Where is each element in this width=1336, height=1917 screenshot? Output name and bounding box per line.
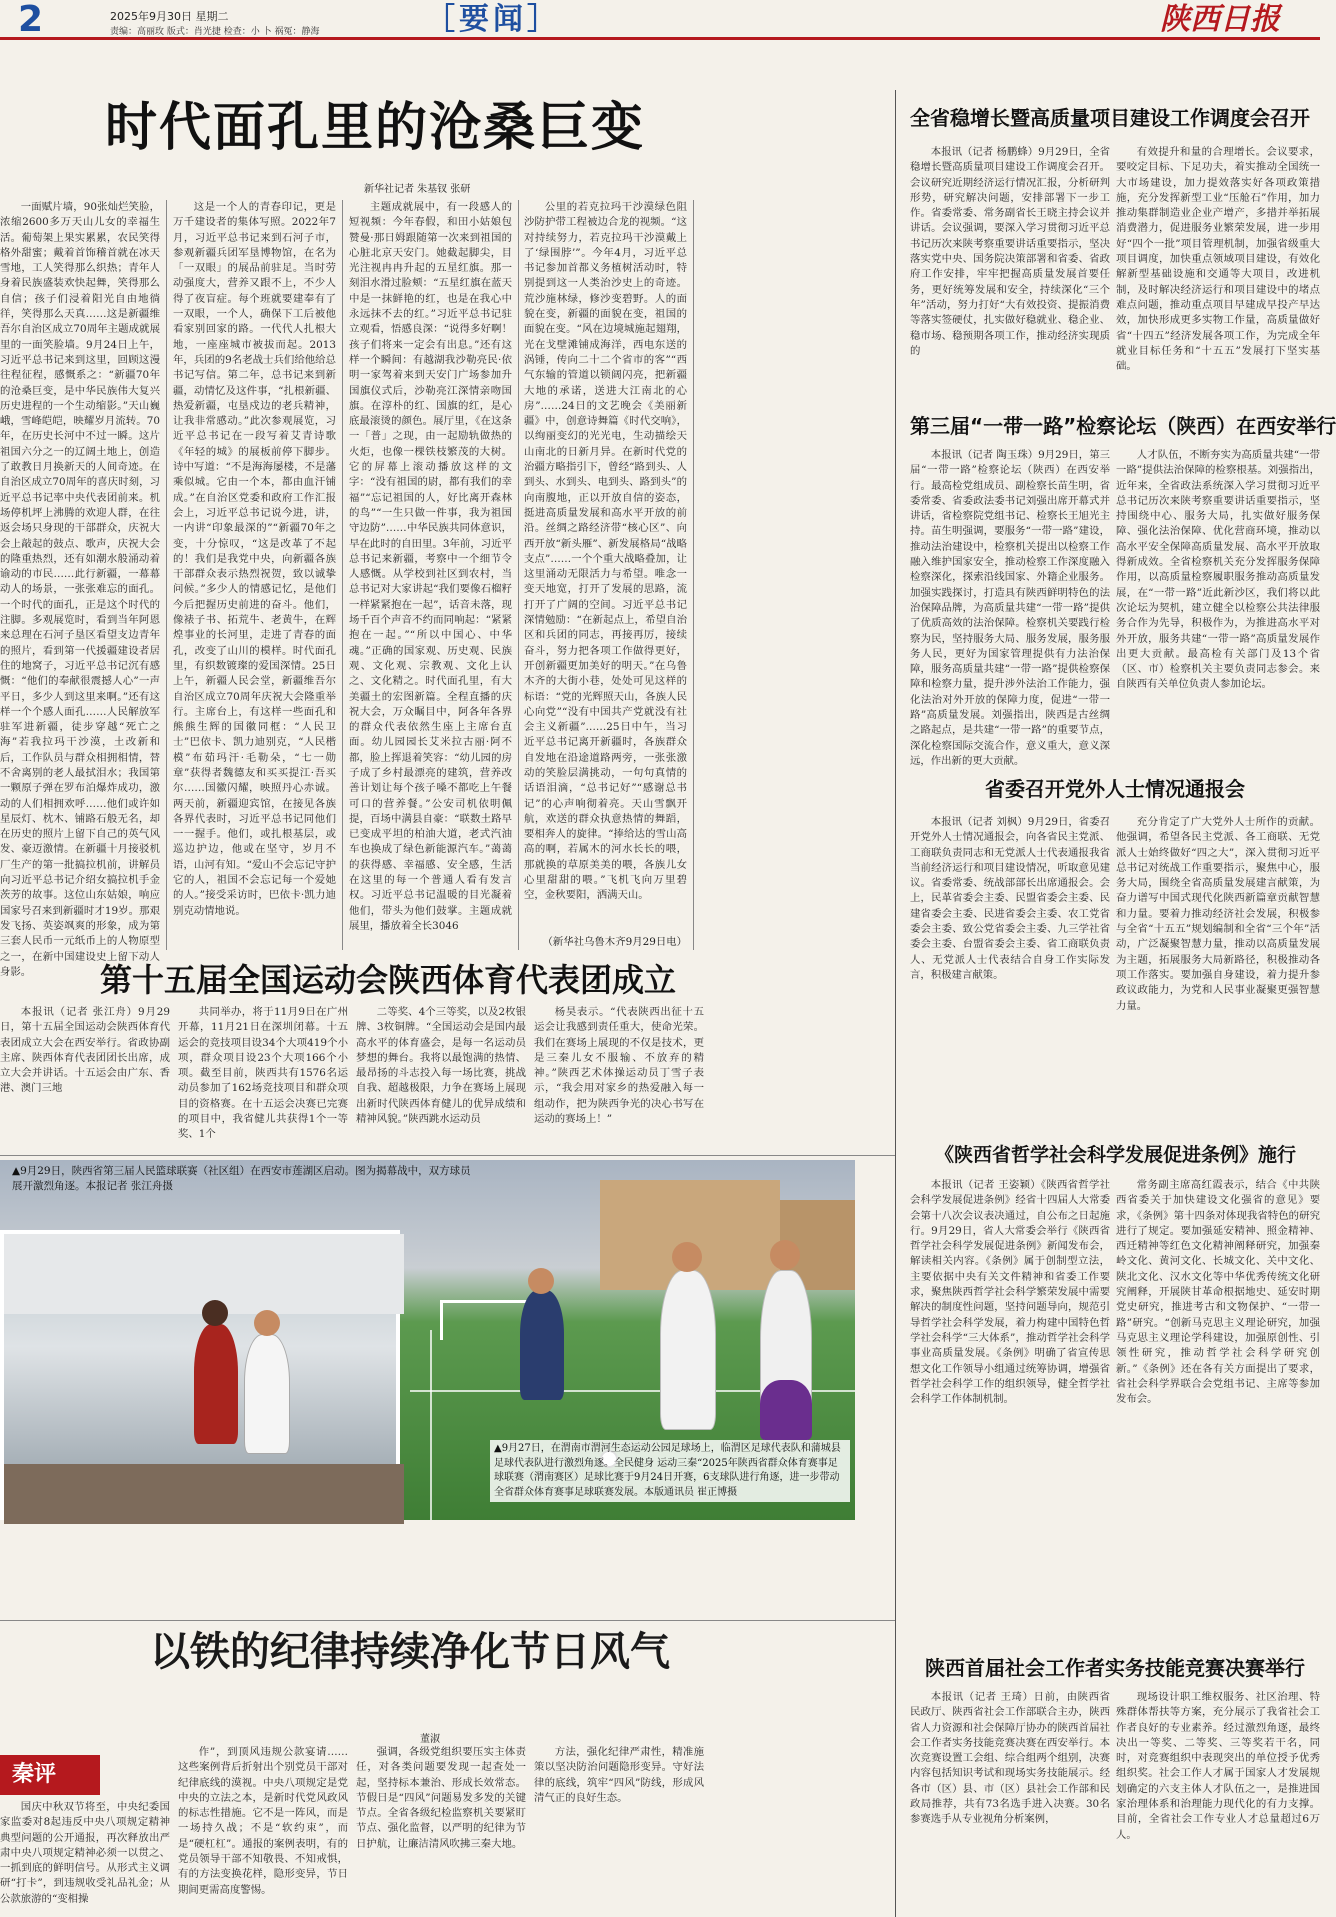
story2-column-1	[910, 448, 1110, 767]
main-headline: 时代面孔里的沧桑巨变	[105, 98, 646, 158]
story1-col2-text: 有效提升和量的合理增长。会议要求，要咬定目标、下足功夫，着实推动全国统一大市场建设，加力提效落实好各项政策措施，充分发挥新型工业“压舱石”作用，加力推动集群制造业企业产增产，多措并举拓展消费潜力，促进服务业繁荣发展，进一步用好“四个一批”项目管理机制，加强省级重大项目调度，加快重点领域项目建设，有效化解新型基础设施和交通等大项目，改进机制，及时解决经济运行和项目建设中的堵点难点问题，推动重点项目早建成早投产早达效，加快形成更多实物工作量，高质量做好省“十四五”经济发展各项工作，为完成全年就业目标任务和“十五五”发展打下坚实基础。	[1116, 146, 1320, 373]
sports-column-4	[534, 1005, 704, 1153]
commentary-column-3	[356, 1745, 526, 1917]
story2-headline: 第三届“一带一路”检察论坛（陕西）在西安举行	[910, 414, 1336, 438]
section-title: ［要闻］	[425, 2, 561, 37]
sports-column-2	[178, 1005, 348, 1153]
commentary-column-2	[178, 1745, 348, 1917]
story2-column-2	[1116, 448, 1320, 738]
player-shorts	[760, 1380, 812, 1440]
player-white-kit	[660, 1270, 716, 1430]
editor-credits: 责编：高丽玫 版式：肖光捷 检查：小 卜 祸冤：静海	[110, 27, 320, 37]
player-head	[202, 1300, 228, 1326]
player-head	[528, 1268, 554, 1294]
sports-col3-text: 二等奖、4个三等奖，以及2枚银牌、3枚铜牌。“全国运动会是国内最高水平的体育盛会，是每一名运动员梦想的舞台。我将以最饱满的热情、最昂扬的斗志投入每一场比赛，挑战自我、超越极限，力争在赛场上展现出新时代陕西体育健儿的优异成绩和精神风貌。”陕西跳水运动员	[356, 1006, 526, 1126]
story4-headline: 《陕西省哲学社会科学发展促进条例》施行	[935, 1144, 1297, 1166]
field-line	[430, 1330, 432, 1520]
main-col1-text: 一面赋片墙，90张灿烂笑脸，浓缩2600多万天山儿女的幸福生活。葡萄架上果实累累，农民笑得格外甜蜜；戴着首饰稽首就在冰天雪地，工人笑得那么织热；青年人身着民族盛装欢快起舞，笑得那么自信；孩子们浸着阳光自由地徜徉，笑得那么天真……这是新疆维吾尔自治区成立70周年主题成就展里的一面笑脸墙。9月24日上午，习近平总书记来到这里，回顾这漫往程征程，感慨系之：“新疆70年的沧桑巨变，是中华民族伟大复兴历史进程的一个生动缩影。”天山巍峨，雪峰皑皑，映耀岁月流转。70年，在历史长河中不过一瞬。这片祖国六分之一的辽阔土地上，创造了敢教日月换新天的人间奇迹。在自治区成立70周年的喜庆时刻，习近平总书记率中央代表团前来。机场停机坪上沸腾的欢迎人群，在往返会场只身现的干部群众，庆祝大会上敲起的鼓点、歌声，庆祝大会的隆重热烈，还有如潮水般涌动着谕动的市民……此行新疆，一幕幕动人的场景，一张张难忘的面孔。一个时代的面孔，正是这个时代的注脚。多观展览时，看到当年阿恩来总理在石河子垦区看望支边青年的照片，看到第一代援疆建设者居住的地窝子，习近平总书记沉有感慨：“他们的奉献很震撼人心”一声平日，多少人到这里来啊。”还有这样一个个感人面孔……人民解放军驻军进新疆，徒步穿越“死亡之海”若我拉玛干沙漠，土改新和后，工作队员与群众相拥相情，替不舍离别的老人最拭泪水；我国第一颗原子弹在罗布泊爆炸成功，激动的人们相拥欢呼……他们或许如星辰灯、枕木、铺路石般无名，却在历史的照片上留下自己的英气风发、豪迈激情。在新疆十月接驳机厂生产的第一批搞拉机前，讲解员向习近平总书记介绍女搞拉机手金茨芳的故事。这位山东姑娘，响应国家号召来到新疆时才19岁。那艰发飞扬、英姿飒爽的形象，成为第三套人民币一元纸币上的人物原型之一，在新中国建设史上留下动人身影。	[0, 201, 160, 978]
sports-col1-text: 本报讯（记者 张江舟）9月29日，第十五届全国运动会陕西体育代表团成立大会在西安举行。省政协副主席、陕西体育代表团团长出席，成立大会并讲话。十五运会由广东、香港、澳门三地	[0, 1006, 170, 1095]
story2-col2-text: 人才队伍，不断夯实为高质量共建“一带一路”提供法治保障的检察根基。刘强指出，近年来，全省政法系统深入学习贯彻习近平总书记历次来陕考察重要讲话重要指示，坚持围绕中心、服务大局，扎实做好服务保障、强化法治保障、优化营商环境，推动以高水平安全保障高质量发展、高水平开放取得新成效。全省检察机关充分发挥服务保障作用，以高质量检察履职服务推动高质量发展，在“一带一路”近此新沙区，我们将以此次论坛为契机，建立健全以检察公共法律服务合作为先导，积极作为，为推进高水平对外开放，服务共建“一带一路”高质量发展作出更大贡献。最高检有关部门及13个省（区、市）检察机关主要负责同志参会。来自陕西有关单位负责人参加论坛。	[1116, 449, 1320, 691]
horizontal-divider	[0, 1155, 895, 1156]
sports-column-1	[0, 1005, 170, 1153]
main-col3-text: 主题成就展中，有一段感人的短视频：今年春假，和田小姑娘包赞曼·那日姆跟随第一次来到祖国的心脏北京天安门。她截起脚尖，目光注视冉冉升起的五星红旗。那一刻泪水滑过脸颊：“五星红旗在蓝天中是一抹鲜艳的红，也是在我心中永远抹不去的红。”习近平总书记驻立观看，悟感良深：“说得多好啊！孩子们将来一定会有出息。”还有这样一个瞬间：有越湖我沙勒亮民·依明一家驾着来到天安门广场参加升国旗仪式后，沙勒亮江深情亲吻国旗。在淳朴的红、国旗的红，是心底最滚烫的颜色。展厅里，《在这条一「普」之现，由一起励轨做热的火炬，也像一棵铁枝繁茂的大树。它的屏幕上滚动播放这样的文字：“没有祖国的尉，都有我们的幸福”“忘记祖国的人，好比离开森林的鸟”“一生只做一件事，我为祖国守边防”……中华民族共同体意识，早在此时的自田里。3年前，习近平总书记来新疆，考察中一个细节令人感慨。从学校到社区到农村，当总书记对大家讲起“我们要像石榴籽一样紧紧抱在一起”，话音未落，现场千百个声音不约而同响起：“紧紧抱在一起。”“所以中国心、中华魂。”正确的国家观、历史观、民族观、文化观、宗教观、文化上认之、文化精之。时代面孔里，有大美疆土的宏图新篇。全程直播的庆祝大会，万众瞩目中，阿各年各界的群众代表依然生座上主席台直面。幼儿园园长艾米拉古丽·阿不都，脸上挥退着笑容：“幼儿园的房子成了乡村最漂亮的建筑，营养改善计划让每个孩子嗓不都吃上午餐可口的营养餐。”公安司机依明佩提，百场中满县自豪：“联数土路早已变成平坦的柏油大道，老式汽油车也换成了绿色新能源汽车。”蔼蔼的获得感、幸福感、安全感，生活在这里的每一个普通人看有发言权。习近平总书记温暖的目光凝着他们，带头为他们鼓掌。主题成就展里，播放着全长3046	[349, 201, 512, 932]
story1-headline: 全省稳增长暨高质量项目建设工作调度会召开	[910, 106, 1310, 130]
story3-col1-text: 本报讯（记者 刘枫）9月29日，省委召开党外人士情况通报会，向各省民主党派、工商联负责同志和无党派人士代表通报我省当前经济运行和项目建设情况，听取意见建议。省委常委、统战部部长出席通报会。会上，民革省委会主委、民盟省委会主委、民建省委会主委、民进省委会主委、农工党省委会主委、致公党省委会主委、九三学社省委会主委、台盟省委会主委、省工商联负责人、无党派人士代表结合自身工作实际发言，积极建言献策。	[910, 816, 1110, 981]
player-dark-kit	[520, 1290, 564, 1400]
story4-column-2	[1116, 1178, 1320, 1618]
sports-col4-text: 杨昊表示。“代表陕西出征十五运会让我感到责任重大，使命光荣。我们在赛场上展现的不仅是技术，更是三秦儿女不服输、不放弃的精神。”陕西艺术体操运动员丁雪子表示，“我会用对家乡的热爱融入每一组动作，把为陕西争光的决心书写在运动的赛场上！”	[534, 1006, 704, 1126]
main-col2-text: 这是一个人的青春印记，更是万千建设者的集体写照。2022年7月，习近平总书记来到石河子市，参观新疆兵团军垦博物馆，在名为「一双眼」的展品前驻足。当时劳动强度大，营养又跟不上，不少人得了夜盲症。每个班就要建奉有了一双眼，一个人，确保下工后被他看家别回家的路。一代代人扎根大地，一座座城市被拔而起。2013年，兵团的9名老战士兵们给他给总书记写信。第二年，总书记来到新疆，动情忆及这件事，“扎根新疆、热爱新疆，屯垦戍边的老兵精神，让我非常感动。”此次参观展览，习近平总书记在一段写着艾青诗歌《年轻的城》的展板前停下脚步。诗中写道：“不是海海屡楼，不是藩乘似城。它由一个本，都由血汗铺成。”在自治区党委和政府工作汇报会上，习近平总书记说今进，讲，一内讲“印象最深的”“新疆70年之变，十分惊叹，“这是改革了不起的！我们是我党中央，向新疆各族干部群众表示热烈祝贺，致以诚挚问候。”多少人的情感记忆，是他们今后把握历史前进的奋斗。他们，像裱子书、拓荒牛、老黄牛，在辉煌事业的长河里，走进了青春的面孔，改变了山川的模样。时代面孔里，有织数镀璨的爱国深情。25日上午，新疆人民会堂，新疆维吾尔自治区成立70周年庆祝大会隆重举行。主席台上，有这样一些面孔和熊熊生辉的国徽同框：“人民卫士”巴依卡、凯力迪别克，“人民楷模”布茹玛汗·毛勒朵，“七一勋章”获得者魏德友和买买提江·吾买尔……国徽闪耀，映照丹心赤诚。两天前，新疆迎宾馆，在接见各族各界代表时，习近平总书记同他们一一握手。他们，或扎根基层，或巡边护边，他或在坚守，岁月不语，山河有知。“爱山不会忘记守护它的人，祖国不会忘记每一个爱她的人。”接受采访时，巴依卡·凯力迪别克动情地说。	[173, 201, 336, 917]
logo-text: 陕西日报	[1160, 2, 1280, 37]
story4-col1-text: 本报讯（记者 王姿颖）《陕西省哲学社会科学发展促进条例》经省十四届人大常委会第十八次会议表决通过，自公布之日起施行。9月29日，省人大常委会举行《陕西省哲学社会科学发展促进条例》新闻发布会，解读相关内容。《条例》属于创制型立法，主要依据中央有关文件精神和省委工作要求，聚焦陕西哲学社会科学繁荣发展中需要解决的制度性问题，坚持问题导向，规范引导哲学社会科学发展，着力构建中国特色哲学社会科学“三大体系”，推动哲学社会科学事业高质量发展。《条例》明确了省宣传思想文化工作领导小组通过统筹协调，增强省哲学社会科学工作的组织领导，健全哲学社会科学工作体制机制。	[910, 1179, 1110, 1406]
sports-col2-text: 共同举办，将于11月9日在广州开幕，11月21日在深圳闭幕。十五运会的竞技项目设34个大项419个小项，群众项目设23个大项166个小项。截至目前，陕西共有1576名运动员参加了162场竞技项目和群众项目的资格赛。在十五运会决赛已完赛的项目中，我省健儿共获得1个一等奖、1个	[178, 1006, 348, 1141]
commentary-column-1	[0, 1800, 170, 1917]
photo-caption-bottom: ▲9月27日，在渭南市渭河生态运动公园足球场上，临渭区足球代表队和蒲城县足球代表队进行激烈角逐。全民健身 运动三秦“2025年陕西省群众体育赛事足球联赛（渭南赛区）足球比赛于9月24日开赛，6支球队进行角逐，进一步带动全省群众体育赛事足球联赛发展。本版通讯员 崔正博摄	[490, 1440, 850, 1502]
commentary-col2-text: 作”，到顶风违规公款宴请……这些案例背后折射出个别党员干部对纪律底线的漠视。中央八项规定是党中央的立法之本，是新时代党风政风的标志性措施。它不是一阵风，而是一场持久战；不是“软约束”，而是“硬杠杠”。通报的案例表明，有的党员领导干部不知敬畏、不知戒惧，有的方法变换花样，隐形变异，节日期间更需高度警惕。	[178, 1746, 348, 1896]
story3-col2-text: 充分肯定了广大党外人士所作的贡献。他强调，希望各民主党派、各工商联、无党派人士始终做好“四之大”，深入贯彻习近平总书记对统战工作重要指示，聚焦中心，服务大局，围绕全省高质量发展建言献策，为奋力谱写中国式现代化陕西新篇章贡献智慧和力量。要着力推动经济社会发展，积极参与全省“十五五”规划编制和全省“三个年”活动，广泛凝聚智慧力量，推动以高质量发展为主题，拓展服务大局新路径，积极推动各项工作落实。要加强自身建设，着力提升参政议政能力，为党和人民事业凝聚更强智慧力量。	[1116, 816, 1320, 1012]
player-head	[770, 1240, 800, 1270]
story3-headline: 省委召开党外人士情况通报会	[985, 777, 1245, 801]
section-divider	[895, 90, 896, 1140]
story1-column-2	[1116, 145, 1320, 400]
commentary-col3-text: 强调，各级党组织要压实主体责任，对各类问题要发现一起查处一起，坚持标本兼治、形成长效常态。节假日是“四风”问题易发多发的关键节点。全省各级纪检监察机关要紧盯节点、强化监督，以严明的纪律为节日护航，让廉洁清风吹拂三秦大地。	[356, 1746, 526, 1850]
commentary-label: 秦评	[0, 1755, 100, 1795]
story3-column-2	[1116, 815, 1320, 1135]
commentary-col1-text: 国庆中秋双节将至，中央纪委国家监委对8起违反中央八项规定精神典型问题的公开通报，再次释放出严肃中央八项规定精神必须一以贯之、一抓到底的鲜明信号。从形式主义调研“打卡”，到违规收受礼品礼金；从公款旅游的“变相操	[0, 1801, 170, 1905]
photo-caption-top: ▲9月29日，陕西省第三届人民篮球联赛（社区组）在西安市莲湖区启动。图为揭幕战中，双方球员展开激烈角逐。本报记者 张江舟摄	[12, 1165, 471, 1192]
story4-col2-text: 常务副主席高红霞表示，结合《中共陕西省委关于加快建设文化强省的意见》要求，《条例》第十四条对体现我省特色的研究进行了规定。要加强延安精神、照金精神、西迁精神等红色文化精神阐释研究，加强秦岭文化、黄河文化、长城文化、关中文化、陕北文化、汉水文化等中华优秀传统文化研究阐释，开展陕甘革命根据地史、延安时期党史研究，推进考古和文物保护、“一带一路”研究。“创新马克思主义理论研究，加强马克思主义理论学科建设，加强原创性、引领性研究，推动哲学社会科学研究创新。”《条例》还在各有关方面提出了要求，省社会科学界联合会党组书记、主席等参加发布会。	[1116, 1179, 1320, 1406]
story2-col1-text: 本报讯（记者 陶玉珠）9月29日，第三届“一带一路”检察论坛（陕西）在西安举行。最高检党组成员、副检察长苗生明，省委常委、省委政法委书记刘强出席开幕式并讲话，省检察院党组书记、检察长王旭光主持。苗生明强调，要服务“一带一路”建设，推动法治建设中，检察机关提出以检察工作融入维护国家安全，推动检察工作深度融入检察深化，探索沿线国家、外籍企业服务。加强实践探讨，打造具有陕西鲜明特色的法治保障品牌，为高质量共建“一带一路”提供了优质高效的法治保障。检察机关要践行检察为民，坚持服务大局、服务发展，服务服务人民，更好为国家管理提供有力法治保障，服务高质量共建“一带一路”提供检察保障和检察力量，提升涉外法治工作能力，强化法治对外开放的保障力度，促进“一带一路”高质量发展。刘强指出，陕西是古丝绸之路起点，是共建“一带一路”的重要节点，深化检察国际交流合作，意义重大，意义深远，作出新的更大贡献。	[910, 449, 1110, 767]
story1-column-1	[910, 145, 1110, 400]
story4-column-1	[910, 1178, 1110, 1618]
story5-col2-text: 现场设计职工维权服务、社区治理、特殊群体帮扶等方案，充分展示了我省社会工作者良好的专业素养。经过激烈角逐，最终决出一等奖、二等奖、三等奖若干名，同时，对竞赛组织中表现突出的单位授予优秀组织奖。社会工作人才属于国家人才发展规划确定的六支主体人才队伍之一，是推进国家治理体系和治理能力现代化的有力支撑。目前，全省社会工作专业人才总量超过6万人。	[1116, 1691, 1320, 1841]
gym-floor	[4, 1464, 404, 1524]
column-divider	[693, 200, 694, 950]
main-story-column-2	[173, 200, 336, 950]
commentary-col4-text: 方法，强化纪律严肃性，精准施策以坚决防治问题隐形变异。守好法律的底线，筑牢“四风”防线，形成风清气正的良好生态。	[534, 1746, 704, 1804]
newspaper-logo	[1160, 2, 1280, 38]
main-col4-text: 公里的若克拉玛干沙漠绿色阻沙防护带工程被边合龙的视频。“这对持续努力，若克拉玛干沙漠戴上了‘绿围脖’”。今年4月，习近平总书记参加首都义务植树活动时，特别提到这一人类治沙史上的奇迹。荒沙施林绿，修沙变碧野。人的面貌在变，新疆的面貌在变，祖国的面貌在变。“风在边境城施起翅翔，光在戈壁滩铺成海洋，西电东送的涡锤，传向二十二个省市的客”“西气东输的管道以锁阔闪亮，把新疆大地的承诺，送进大江南北的心房”……24日的文艺晚会《美丽新疆》中，创意诗舞篇《时代交响》，以绚丽变幻的光光电，生动描绘天山南北的日新月异。在新时代党的治疆方略指引下，曾经“路到头、人到头、水到头、电到头、路到头”的向南腹地，正以开放自信的姿态，挺进高质量发展和高水平开放的前沿。丝绸之路经济带“核心区”、向西开放“新头雁”、新发展格局“战略支点”……一个个重大战略叠加，让这里涌动无限活力与希望。唯念一变天地宽，打开了发展的思路，流打开了广阔的空间。习近平总书记深情勉励：“在新起点上，希望自治区和兵团的同志，再接再厉，接续奋斗，努力把各项工作做得更好，开创新疆更加美好的明天。”在乌鲁木齐的大街小巷，处处可见这样的标语：“党的光辉照天山，各族人民心向党”“没有中国共产党就没有社会主义新疆”……25日中午，当习近平总书记离开新疆时，各族群众自发地在沿途道路两旁，一张张激动的笑脸层满挑动，一句句真情的话语泪滴，“总书记好”“感谢总书记”的心声响彻着亮。天山雪飘开航，欢送的群众执意热情的舞蹈，要相奔人的旋律。“捧给达的雪山高高的啊，若属木的河水长长的喂，那就换的草原美美的喂，各族儿女心里甜甜的喂。”飞机飞向万里碧空，金秋要阳，洒满天山。	[524, 201, 687, 902]
section-divider	[895, 1140, 896, 1917]
main-story-dateline: （新华社乌鲁木齐9月29日电）	[542, 936, 687, 948]
page-number: 2	[18, 0, 44, 40]
sports-column-3	[356, 1005, 526, 1153]
main-story-column-1	[0, 200, 160, 978]
commentary-headline: 以铁的纪律持续净化节日风气	[150, 1628, 670, 1675]
main-story-column-3	[349, 200, 512, 950]
basketball-inset-photo	[0, 1230, 400, 1520]
sports-headline: 第十五届全国运动会陕西体育代表团成立	[100, 961, 677, 999]
player-white-kit	[244, 1334, 290, 1454]
commentary-author: 董淑	[420, 1734, 440, 1745]
column-divider	[342, 200, 343, 950]
main-byline: 新华社记者 朱基钗 张研	[364, 184, 471, 195]
column-divider	[166, 200, 167, 950]
player-head	[254, 1310, 280, 1336]
story1-col1-text: 本报讯（记者 杨鹏蜂）9月29日，全省稳增长暨高质量项目建设工作调度会召开。会议研究近期经济运行情况汇报，分析研判形势，研究解决问题，安排部署下一步工作。省委常委、常务副省长王晓主持会议并讲话。会议强调，要深入学习贯彻习近平总书记历次来陕考察重要讲话重要指示，坚决落实党中央、国务院决策部署和省委、省政府工作安排，牢牢把握高质量发展首要任务，更好统筹发展和安全，持续深化“三个年”活动，努力打好“大有效投资、提振消费等落实签硬仗，扎实做好稳就业、稳企业、稳市场、稳预期各项工作，推动经济实现质的	[910, 146, 1110, 357]
story5-column-2	[1116, 1690, 1320, 1917]
main-story-column-4	[524, 200, 687, 930]
gym-ceiling	[4, 1234, 404, 1314]
story5-headline: 陕西首届社会工作者实务技能竞赛决赛举行	[925, 1656, 1305, 1680]
player-head	[672, 1242, 702, 1272]
column-divider	[518, 200, 519, 950]
commentary-column-4	[534, 1745, 704, 1917]
player-red-kit	[194, 1324, 238, 1444]
story5-col1-text: 本报讯（记者 王琦）日前，由陕西省民政厅、陕西省社会工作部联合主办，陕西省人力资源和社会保障厅协办的陕西首届社会工作者实务技能竞赛决赛在西安举行。本次竞赛设置工会组、综合组两个组别，决赛内容包括知识考试和现场实务技能展示。经各市（区）县、市（区）县社会工作部和民政局推荐，共有73名选手进入决赛。30名参赛选手从专业视角分析案例，	[910, 1691, 1110, 1826]
publication-date: 2025年9月30日 星期二	[110, 10, 229, 23]
story5-column-1	[910, 1690, 1110, 1917]
story3-column-1	[910, 815, 1110, 1135]
